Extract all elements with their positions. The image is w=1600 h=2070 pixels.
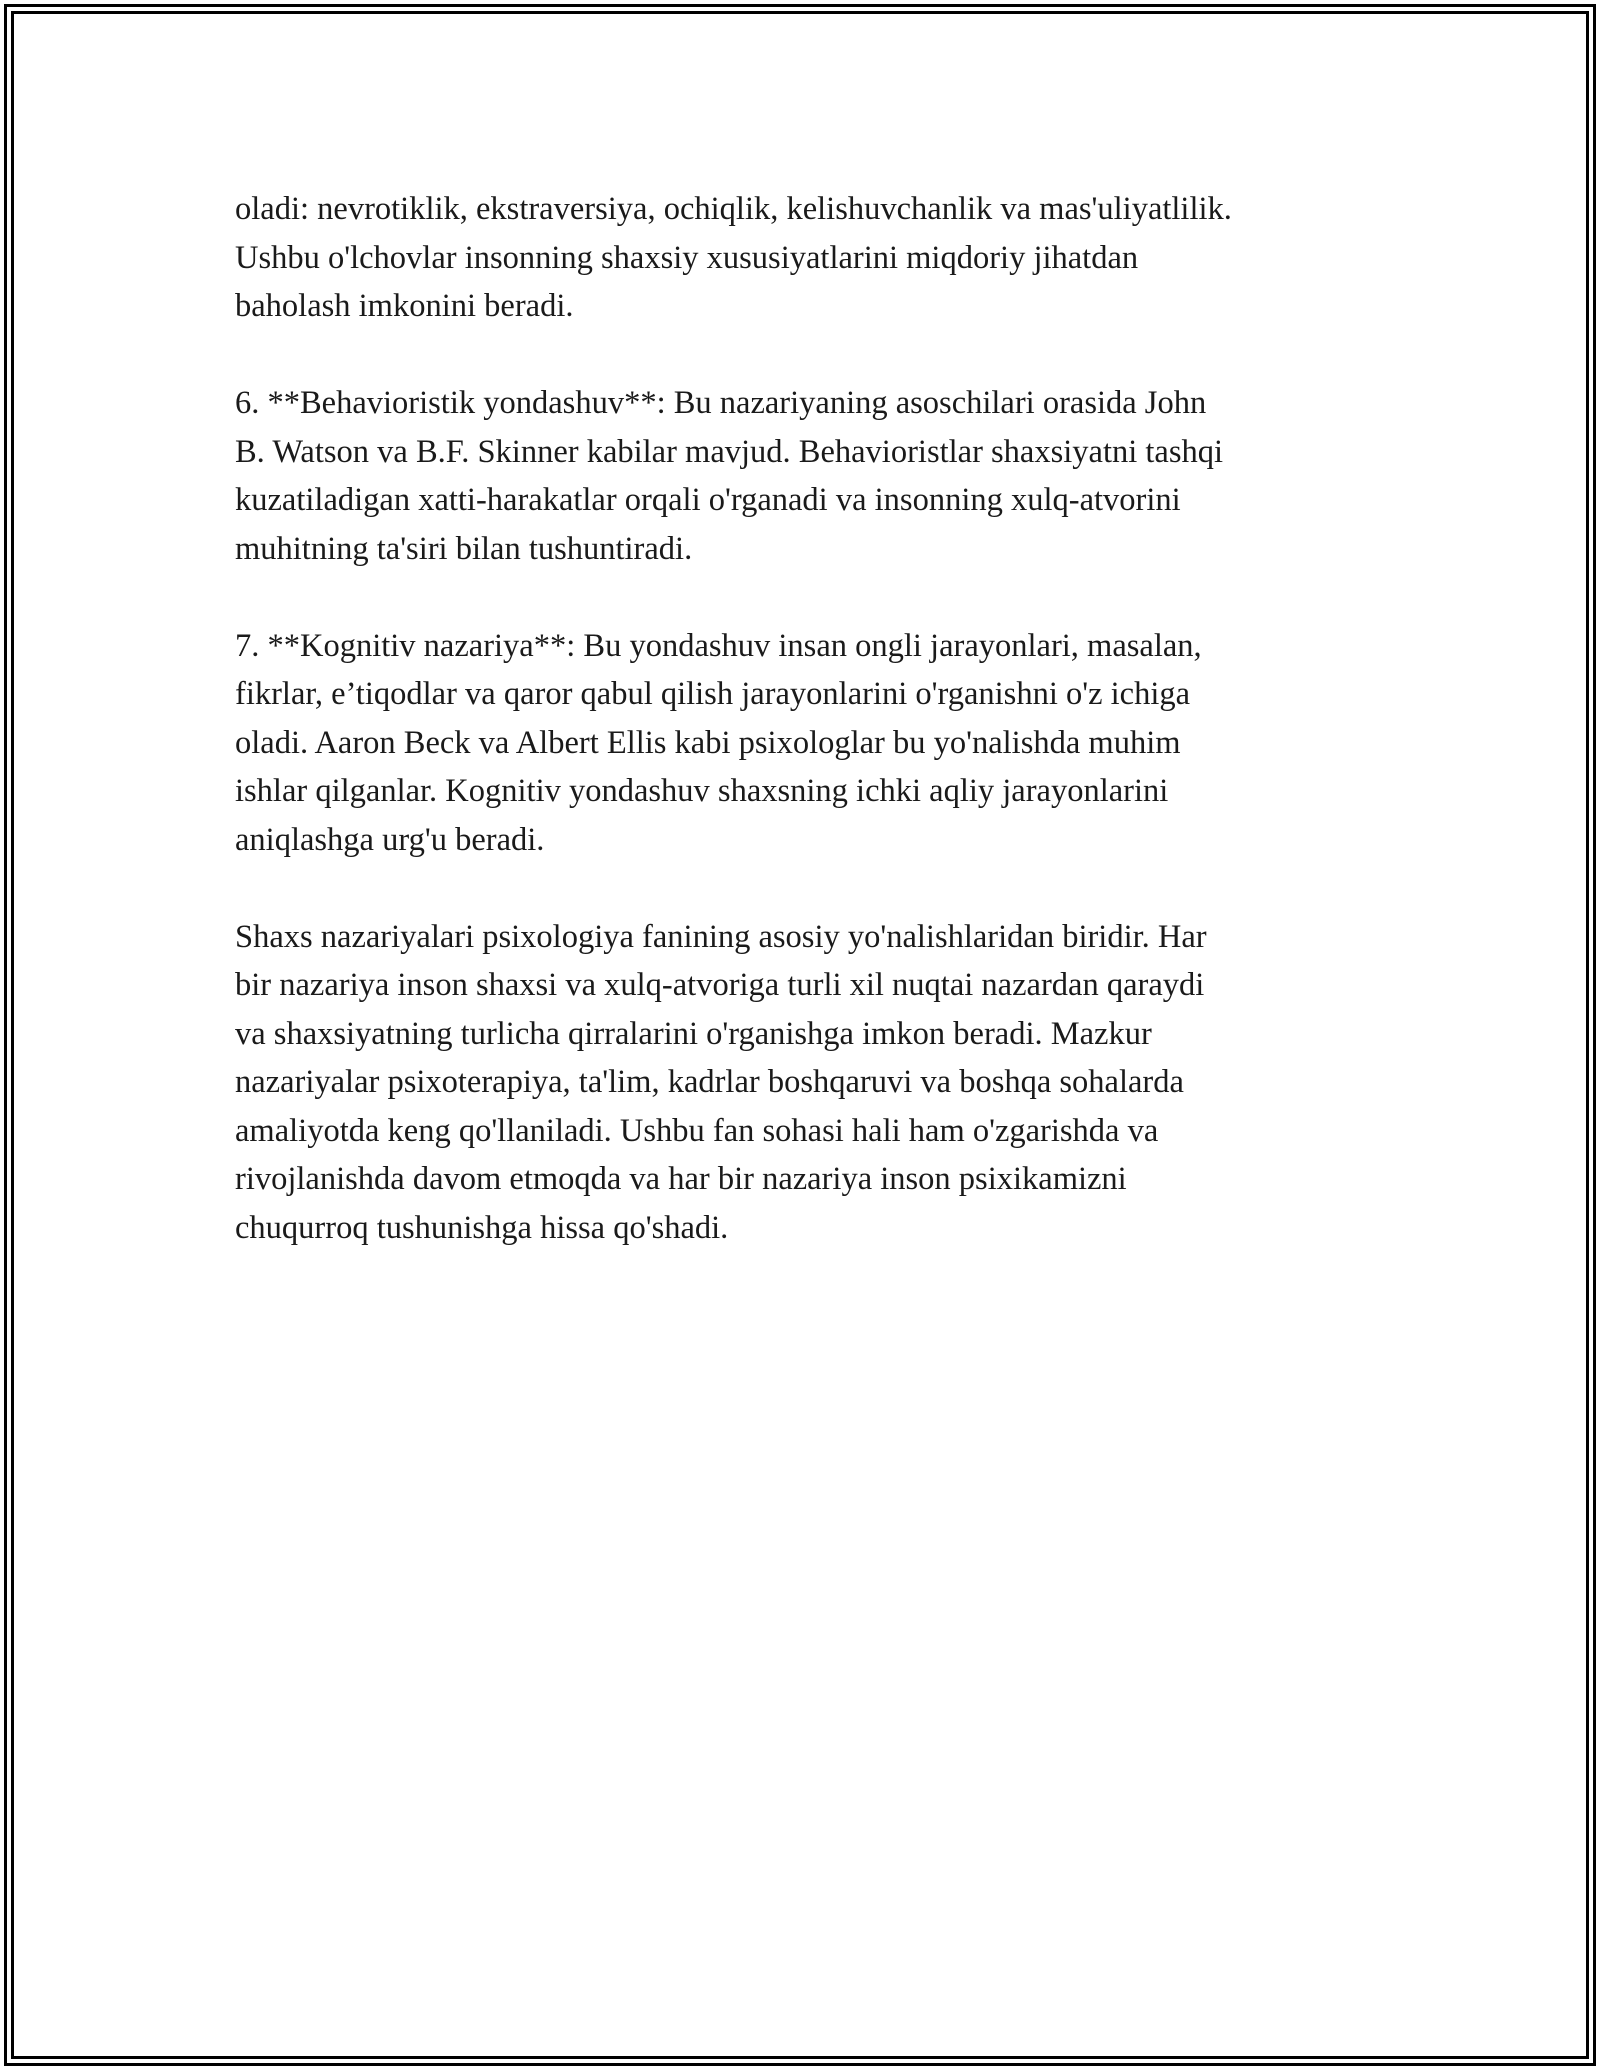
text-line: 7. **Kognitiv nazariya**: Bu yondashuv insan ongli jarayonlari, masalan, (235, 627, 1202, 664)
text-line: Ushbu o'lchovlar insonning shaxsiy xususiyatlarini miqdoriy jihatdan (235, 239, 1139, 276)
text-line: oladi. Aaron Beck va Albert Ellis kabi psixologlar bu yo'nalishda muhim (235, 724, 1181, 761)
text-line: va shaxsiyatning turlicha qirralarini o'rganishga imkon beradi. Mazkur (235, 1015, 1152, 1052)
paragraph-behavioristik (235, 379, 1395, 573)
text-line: muhitning ta'siri bilan tushuntiradi. (235, 530, 693, 567)
text-line: amaliyotda keng qo'llaniladi. Ushbu fan sohasi hali ham o'zgarishda va (235, 1112, 1159, 1149)
text-line: aniqlashga urg'u beradi. (235, 821, 545, 858)
paragraph-kognitiv (235, 622, 1395, 865)
text-line: nazariyalar psixoterapiya, ta'lim, kadrlar boshqaruvi va boshqa sohalarda (235, 1064, 1184, 1100)
text-line: bir nazariya inson shaxsi va xulq-atvoriga turli xil nuqtai nazardan qaraydi (235, 967, 1205, 1003)
text-line: kuzatiladigan xatti-harakatlar orqali o'rganadi va insonning xulq-atvorini (235, 482, 1181, 518)
text-line: B. Watson va B.F. Skinner kabilar mavjud. Behavioristlar shaxsiyatni tashqi (235, 433, 1224, 470)
text-line: chuqurroq tushunishga hissa qo'shadi. (235, 1209, 729, 1246)
text-line: fikrlar, e’tiqodlar va qaror qabul qilish jarayonlarini o'rganishni o'z ichiga (235, 676, 1191, 712)
text-line: 6. **Behavioristik yondashuv**: Bu nazariyaning asoschilari orasida John (235, 385, 1207, 421)
text-line: rivojlanishda davom etmoqda va har bir nazariya inson psixikamizni (235, 1161, 1127, 1197)
paragraph-big-five-continuation (235, 185, 1395, 331)
paragraph-conclusion (235, 913, 1395, 1253)
text-line: ishlar qilganlar. Kognitiv yondashuv shaxsning ichki aqliy jarayonlarini (235, 773, 1169, 809)
text-line: oladi: nevrotiklik, ekstraversiya, ochiqlik, kelishuvchanlik va mas'uliyatlilik. (235, 191, 1232, 227)
document-body (235, 185, 1395, 1301)
text-line: Shaxs nazariyalari psixologiya fanining asosiy yo'nalishlaridan biridir. Har (235, 918, 1207, 955)
text-line: baholash imkonini beradi. (235, 288, 574, 324)
